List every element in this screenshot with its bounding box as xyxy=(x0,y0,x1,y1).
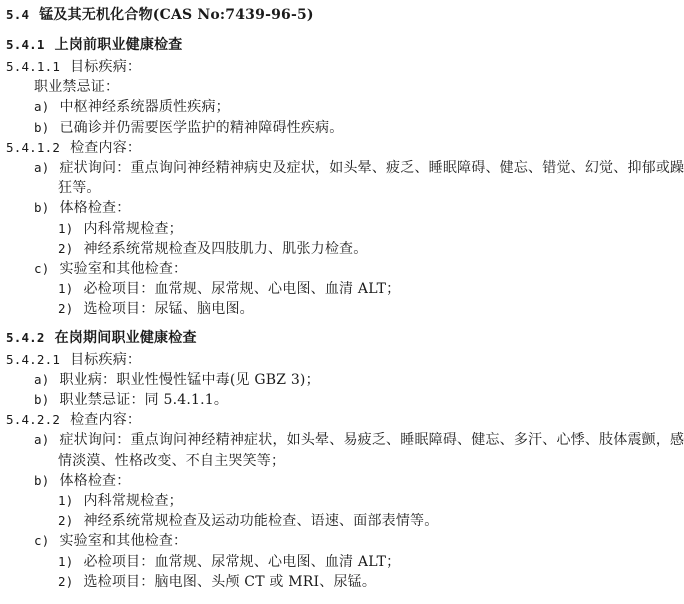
clause-number: 5.4.2.1 xyxy=(6,351,61,367)
list-item: b) 已确诊并仍需要医学监护的精神障碍性疾病。 xyxy=(34,119,344,136)
list-item: c) 实验室和其他检查： xyxy=(34,533,188,550)
clause-heading-5-4-1-1 xyxy=(6,58,141,76)
section-heading xyxy=(6,6,314,24)
clause-number: 5.4.1.2 xyxy=(6,139,61,155)
clause-title: 目标疾病： xyxy=(70,351,142,368)
clause-heading-5-4-2-2 xyxy=(6,411,141,429)
list-item: b) 职业禁忌证：同 5.4.1.1。 xyxy=(34,392,229,408)
clause-number: 5.4.1.1 xyxy=(6,59,61,74)
list-item-continuation: 情淡漠、性格改变、不自主哭笑等； xyxy=(58,452,286,469)
subsection-heading-5-4-1 xyxy=(6,36,182,54)
sub-list-item: 1) 内科常规检查； xyxy=(58,220,183,237)
clause-heading-5-4-2-1 xyxy=(6,351,141,369)
list-item: c) 实验室和其他检查： xyxy=(34,261,188,277)
sub-list-item: 2) 神经系统常规检查及运动功能检查、语速、面部表情等。 xyxy=(58,513,439,530)
sub-list-item: 2) 选检项目：脑电图、头颅 CT 或 MRI、尿锰。 xyxy=(58,573,377,590)
sub-list-item: 1) 内科常规检查； xyxy=(58,493,183,509)
subsection-title: 在岗期间职业健康检查 xyxy=(54,329,197,346)
sub-list-item: 1) 必检项目：血常规、尿常规、心电图、血清 ALT； xyxy=(58,281,401,298)
subsection-title: 上岗前职业健康检查 xyxy=(54,37,183,53)
clause-title: 检查内容： xyxy=(70,412,142,429)
clause-title: 检查内容： xyxy=(70,139,142,156)
sub-list-item: 2) 神经系统常规检查及四肢肌力、肌张力检查。 xyxy=(58,240,368,257)
list-item: b) 体格检查： xyxy=(34,200,131,217)
contraindication-label: 职业禁忌证： xyxy=(34,79,120,96)
section-number: 5.4 xyxy=(6,7,30,22)
list-item: a) 中枢神经系统器质性疾病； xyxy=(34,99,230,116)
clause-number: 5.4.2.2 xyxy=(6,412,61,428)
sub-list-item: 2) 选检项目：尿锰、脑电图。 xyxy=(58,301,254,318)
section-title: 锰及其无机化合物(CAS No:7439-96-5) xyxy=(39,7,314,23)
list-item: a) 症状询问：重点询问神经精神症状，如头晕、易疲乏、睡眠障碍、健忘、多汗、心悸、肢体震颤，感 xyxy=(34,432,684,449)
subsection-heading-5-4-2 xyxy=(6,329,197,347)
list-item: a) 症状询问：重点询问神经精神病史及症状，如头晕、疲乏、睡眠障碍、健忘、错觉、幻觉、抑郁或躁 xyxy=(34,160,684,176)
sub-list-item: 1) 必检项目：血常规、尿常规、心电图、血清 ALT； xyxy=(58,553,401,570)
subsection-number: 5.4.1 xyxy=(6,37,45,52)
list-item: b) 体格检查： xyxy=(34,472,131,489)
clause-heading-5-4-1-2 xyxy=(6,139,141,157)
list-item: a) 职业病：职业性慢性锰中毒(见 GBZ 3)； xyxy=(34,371,320,388)
clause-title: 目标疾病： xyxy=(70,59,142,75)
subsection-number: 5.4.2 xyxy=(6,329,45,345)
list-item-continuation: 狂等。 xyxy=(58,180,101,197)
